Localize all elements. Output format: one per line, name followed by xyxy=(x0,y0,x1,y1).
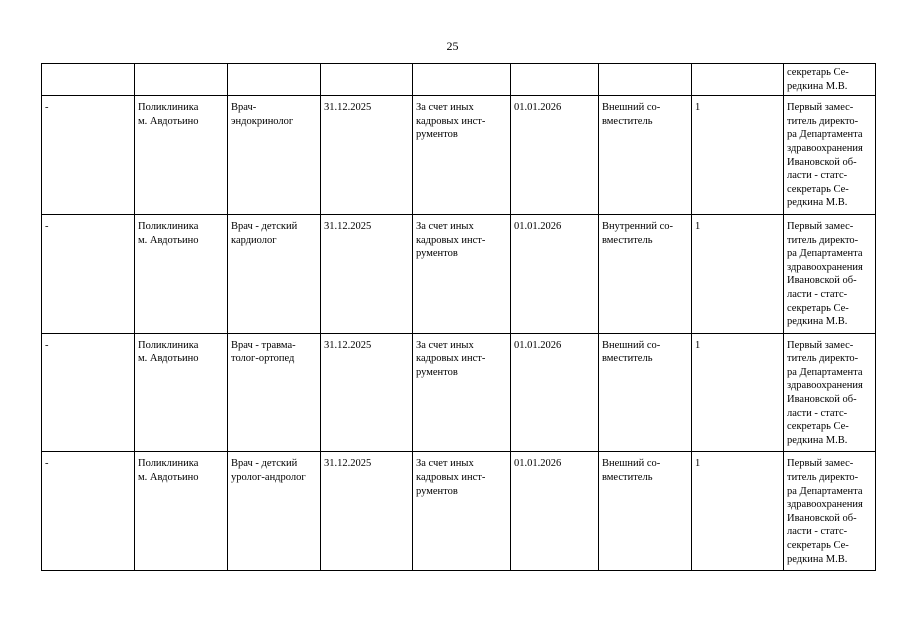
cell-responsible: Первый замес- титель директо- ра Департамента здравоохранения Ивановской об- ласти - статс- секретарь Се- редкина М.В. xyxy=(784,96,876,215)
cell-position: Врач - травма- толог-ортопед xyxy=(228,333,321,452)
cell-method xyxy=(413,64,511,96)
cell-type: Внешний со- вместитель xyxy=(599,96,692,215)
table-row xyxy=(42,214,876,333)
cell-position: Врач - детский кардиолог xyxy=(228,214,321,333)
table-row xyxy=(42,96,876,215)
cell-num: - xyxy=(42,452,135,571)
cell-count: 1 xyxy=(692,214,784,333)
cell-org: Поликлиника м. Авдотьино xyxy=(135,214,228,333)
staffing-table xyxy=(41,63,876,571)
cell-start: 01.01.2026 xyxy=(511,96,599,215)
cell-method: За счет иных кадровых инст- рументов xyxy=(413,333,511,452)
cell-responsible: Первый замес- титель директо- ра Департамента здравоохранения Ивановской об- ласти - статс- секретарь Се- редкина М.В. xyxy=(784,214,876,333)
cell-responsible: Первый замес- титель директо- ра Департамента здравоохранения Ивановской об- ласти - статс- секретарь Се- редкина М.В. xyxy=(784,333,876,452)
cell-type xyxy=(599,64,692,96)
cell-deadline: 31.12.2025 xyxy=(321,214,413,333)
table-body xyxy=(42,64,876,571)
cell-type: Внешний со- вместитель xyxy=(599,452,692,571)
continuation-row xyxy=(42,64,876,96)
cell-position: Врач - детский уролог-андролог xyxy=(228,452,321,571)
cell-method: За счет иных кадровых инст- рументов xyxy=(413,452,511,571)
cell-count xyxy=(692,64,784,96)
cell-count: 1 xyxy=(692,452,784,571)
cell-num: - xyxy=(42,333,135,452)
cell-start: 01.01.2026 xyxy=(511,452,599,571)
cell-start xyxy=(511,64,599,96)
cell-deadline: 31.12.2025 xyxy=(321,333,413,452)
cell-deadline xyxy=(321,64,413,96)
cell-position xyxy=(228,64,321,96)
cell-org: Поликлиника м. Авдотьино xyxy=(135,333,228,452)
cell-org: Поликлиника м. Авдотьино xyxy=(135,96,228,215)
cell-position: Врач- эндокринолог xyxy=(228,96,321,215)
cell-org: Поликлиника м. Авдотьино xyxy=(135,452,228,571)
cell-type: Внешний со- вместитель xyxy=(599,333,692,452)
cell-responsible: Первый замес- титель директо- ра Департамента здравоохранения Ивановской об- ласти - статс- секретарь Се- редкина М.В. xyxy=(784,452,876,571)
cell-method: За счет иных кадровых инст- рументов xyxy=(413,214,511,333)
cell-start: 01.01.2026 xyxy=(511,333,599,452)
cell-type: Внутренний со- вместитель xyxy=(599,214,692,333)
cell-deadline: 31.12.2025 xyxy=(321,96,413,215)
table-row xyxy=(42,452,876,571)
cell-start: 01.01.2026 xyxy=(511,214,599,333)
cell-num xyxy=(42,64,135,96)
cell-method: За счет иных кадровых инст- рументов xyxy=(413,96,511,215)
page-number: 25 xyxy=(446,39,459,53)
cell-num: - xyxy=(42,96,135,215)
table-row xyxy=(42,333,876,452)
cell-org xyxy=(135,64,228,96)
cell-count: 1 xyxy=(692,96,784,215)
cell-responsible: секретарь Се- редкина М.В. xyxy=(784,64,876,96)
cell-num: - xyxy=(42,214,135,333)
cell-count: 1 xyxy=(692,333,784,452)
cell-deadline: 31.12.2025 xyxy=(321,452,413,571)
